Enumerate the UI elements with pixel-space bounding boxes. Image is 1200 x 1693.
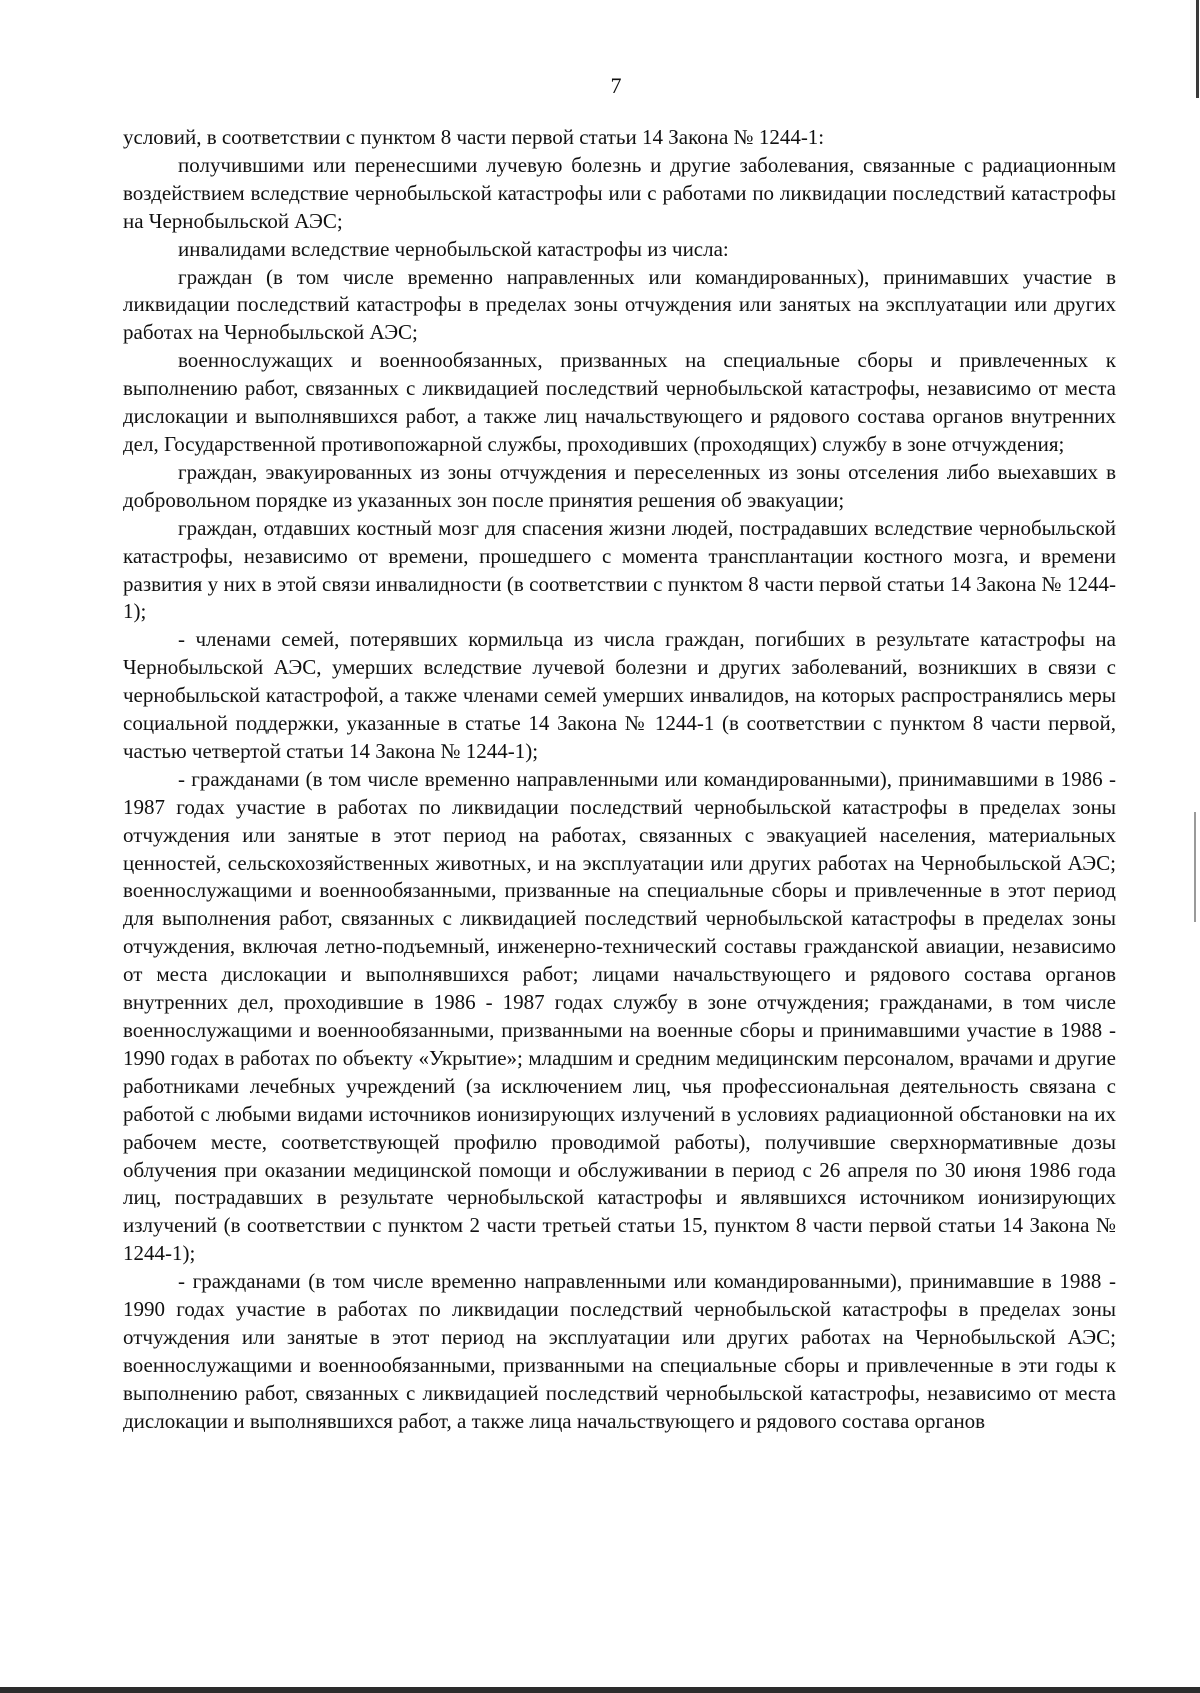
- scan-edge-bottom: [0, 1687, 1200, 1693]
- paragraph-2: получившими или перенесшими лучевую болезнь и другие заболевания, связанные с радиационным воздействием вследствие чернобыльской катастрофы или с работами по ликвидации последствий катастрофы на Чернобыльской АЭС;: [123, 152, 1116, 233]
- paragraph-9: - гражданами (в том числе временно направленными или командированными), принимавшими в 1986 - 1987 годах участие в работах по ликвидации последствий чернобыльской катастрофы в пределах зоны отчуждения или занятые в этот период на работах, связанных с эвакуацией населения, материальных ценностей, сельскохозяйственных животных, и на эксплуатации или других работах на Чернобыльской АЭС; военнослужащими и военнообязанными, призванные на специальные сборы и привлеченные в этот период для выполнения работ, связанных с ликвидацией последствий чернобыльской катастрофы в пределах зоны отчуждения, включая летно-подъемный, инженерно-технический составы гражданской авиации, независимо от места дислокации и выполнявшихся работ; лицами начальствующего и рядового состава органов внутренних дел, проходившие в 1986 - 1987 годах службу в зоне отчуждения; гражданами, в том числе военнослужащими и военнообязанными, призванными на военные сборы и принимавшими участие в 1988 - 1990 годах в работах по объекту «Укрытие»; младшим и средним медицинским персоналом, врачами и другие работниками лечебных учреждений (за исключением лиц, чья профессиональная деятельность связана с работой с любыми видами источников ионизирующих излучений в условиях радиационной обстановки на их рабочем месте, соответствующей профилю проводимой работы), получившие сверхнормативные дозы облучения при оказании медицинской помощи и обслуживании в период с 26 апреля по 30 июня 1986 года лиц, пострадавших в результате чернобыльской катастрофы и являвшихся источником ионизирующих излучений (в соответствии с пунктом 2 части третьей статьи 15, пунктом 8 части первой статьи 14 Закона № 1244-1);: [123, 766, 1116, 1266]
- paragraph-8: - членами семей, потерявших кормильца из числа граждан, погибших в результате катастрофы на Чернобыльской АЭС, умерших вследствие лучевой болезни и других заболеваний, возникших в связи с чернобыльской катастрофой, а также членами семей умерших инвалидов, на которых распространялись меры социальной поддержки, указанные в статье 14 Закона № 1244-1 (в соответствии с пунктом 8 части первой, частью четвертой статьи 14 Закона № 1244-1);: [123, 627, 1116, 763]
- paragraph-5: военнослужащих и военнообязанных, призванных на специальные сборы и привлеченных к выполнению работ, связанных с ликвидацией последствий чернобыльской катастрофы, независимо от места дислокации и выполнявшихся работ, а также лиц начальствующего и рядового состава органов внутренних дел, Государственной противопожарной службы, проходивших (проходящих) службу в зоне отчуждения;: [123, 348, 1116, 456]
- paragraph-7: граждан, отдавших костный мозг для спасения жизни людей, пострадавших вследствие чернобыльской катастрофы, независимо от времени, прошедшего с момента трансплантации костного мозга, и времени развития у них в этой связи инвалидности (в соответствии с пунктом 8 части первой статьи 14 Закона № 1244-1);: [123, 515, 1116, 624]
- paragraph-4: граждан (в том числе временно направленных или командированных), принимавших участие в ликвидации последствий катастрофы в пределах зоны отчуждения или занятых на эксплуатации или других работах на Чернобыльской АЭС;: [123, 264, 1116, 345]
- scan-edge-right-lower: [1194, 812, 1196, 922]
- page-number: 7: [610, 73, 622, 98]
- paragraph-3: инвалидами вследствие чернобыльской катастрофы из числа:: [178, 236, 729, 261]
- document-body: [123, 124, 1116, 1436]
- paragraph-1: условий, в соответствии с пунктом 8 части первой статьи 14 Закона № 1244-1:: [123, 125, 825, 149]
- paragraph-6: граждан, эвакуированных из зоны отчуждения и переселенных из зоны отселения либо выехавших в добровольном порядке из указанных зон после принятия решения об эвакуации;: [123, 459, 1116, 512]
- paragraph-10: - гражданами (в том числе временно направленными или командированными), принимавшие в 1988 - 1990 годах участие в работах по ликвидации последствий чернобыльской катастрофы в пределах зоны отчуждения или занятые в этот период на эксплуатации или других работах на Чернобыльской АЭС; военнослужащими и военнообязанными, призванными на специальные сборы и привлеченные в эти годы к выполнению работ, связанных с ликвидацией последствий чернобыльской катастрофы, независимо от места дислокации и выполнявшихся работ, а также лица начальствующего и рядового состава органов: [123, 1269, 1116, 1433]
